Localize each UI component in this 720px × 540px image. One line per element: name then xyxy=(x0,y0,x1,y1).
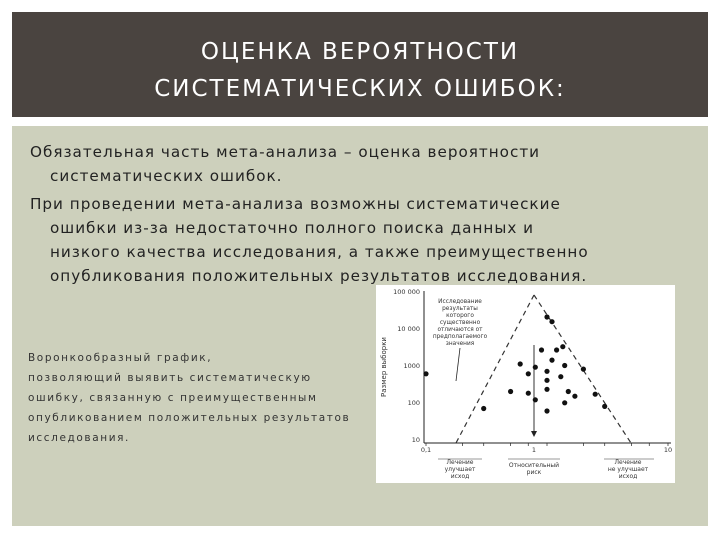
figure-caption xyxy=(28,348,368,448)
annotation-line: отличаются от xyxy=(437,327,483,333)
data-point xyxy=(593,392,598,397)
paragraph-2-line-1: При проведении мета-анализа возможны систематические xyxy=(30,195,561,213)
annotation-line: значения xyxy=(445,341,475,347)
data-point xyxy=(544,369,549,374)
outlier-annotation xyxy=(433,299,488,347)
title-line-2: СИСТЕМАТИЧЕСКИХ ОШИБОК: xyxy=(154,76,566,102)
bottom-right-label: Лечение xyxy=(614,459,642,466)
annotation-line: существенно xyxy=(439,320,481,326)
x-tick-label: 10 xyxy=(663,446,673,454)
funnel-plot xyxy=(376,285,675,483)
data-point xyxy=(602,404,607,409)
caption-line-2: позволяющий выявить систематическую xyxy=(28,372,312,384)
bottom-left-label: исход xyxy=(450,473,470,480)
data-point xyxy=(518,361,523,366)
data-point xyxy=(526,371,531,376)
data-point xyxy=(508,389,513,394)
data-point xyxy=(566,389,571,394)
paragraph-2-line-2: ошибки из-за недостаточно полного поиска данных и xyxy=(50,219,535,237)
y-tick-label: 10 000 xyxy=(397,325,420,333)
data-point xyxy=(549,319,554,324)
slide-title xyxy=(12,34,708,108)
caption-line-3: ошибку, связанную с преимущественным xyxy=(28,392,318,404)
title-line-1: ОЦЕНКА ВЕРОЯТНОСТИ xyxy=(200,39,520,65)
y-tick-labels xyxy=(393,288,420,444)
x-tick-label: 1 xyxy=(531,446,537,454)
paragraph-1 xyxy=(30,140,670,188)
data-point xyxy=(526,391,531,396)
data-point xyxy=(544,314,549,319)
bottom-labels xyxy=(445,459,649,480)
data-point xyxy=(481,406,486,411)
data-point xyxy=(549,358,554,363)
caption-line-1: Воронкообразный график, xyxy=(28,352,213,364)
annotation-line: результаты xyxy=(442,306,478,312)
y-tick-label: 100 000 xyxy=(393,288,420,296)
data-point xyxy=(533,397,538,402)
bottom-right-label: не улучшает xyxy=(607,466,649,473)
data-point xyxy=(423,371,428,376)
y-tick-label: 100 xyxy=(407,399,420,407)
x-minor-ticks xyxy=(426,443,668,446)
data-point xyxy=(533,365,538,370)
y-tick-label: 10 xyxy=(411,436,420,444)
paragraph-2-line-4: опубликования положительных результатов исследования. xyxy=(50,267,588,285)
data-point xyxy=(539,347,544,352)
title-band xyxy=(12,12,708,117)
bottom-center-label: риск xyxy=(526,469,542,476)
annotation-line: Исследование xyxy=(438,299,482,305)
funnel-plot-figure xyxy=(376,285,675,483)
bottom-left-label: Лечение xyxy=(446,459,474,466)
paragraph-1-line-2: систематических ошибок. xyxy=(50,167,283,185)
y-tick-label: 1000 xyxy=(403,362,420,370)
paragraph-2 xyxy=(30,192,670,288)
data-point xyxy=(572,394,577,399)
data-point xyxy=(562,400,567,405)
bottom-right-label: исход xyxy=(618,473,638,480)
data-point xyxy=(544,378,549,383)
bottom-center-label: Относительный xyxy=(508,462,560,469)
x-tick-labels xyxy=(421,446,672,454)
data-point xyxy=(544,408,549,413)
data-point xyxy=(544,387,549,392)
caption-line-5: исследования. xyxy=(28,432,130,444)
data-point xyxy=(562,363,567,368)
annotation-line: которого xyxy=(446,313,474,319)
bottom-left-label: улучшает xyxy=(444,466,476,473)
annotation-pointer xyxy=(456,348,460,381)
x-tick-label: 0,1 xyxy=(420,446,432,454)
data-point xyxy=(558,374,563,379)
paragraph-1-line-1: Обязательная часть мета-анализа – оценка вероятности xyxy=(30,143,541,161)
data-point xyxy=(581,367,586,372)
data-point xyxy=(554,347,559,352)
center-arrow-icon xyxy=(531,431,537,437)
data-point xyxy=(560,344,565,349)
caption-line-4: опубликованием положительных результатов xyxy=(28,412,351,424)
paragraph-2-line-3: низкого качества исследования, а также преимущественно xyxy=(50,243,589,261)
annotation-line: предполагаемого xyxy=(432,334,488,340)
y-axis-label: Размер выборки xyxy=(380,337,388,397)
